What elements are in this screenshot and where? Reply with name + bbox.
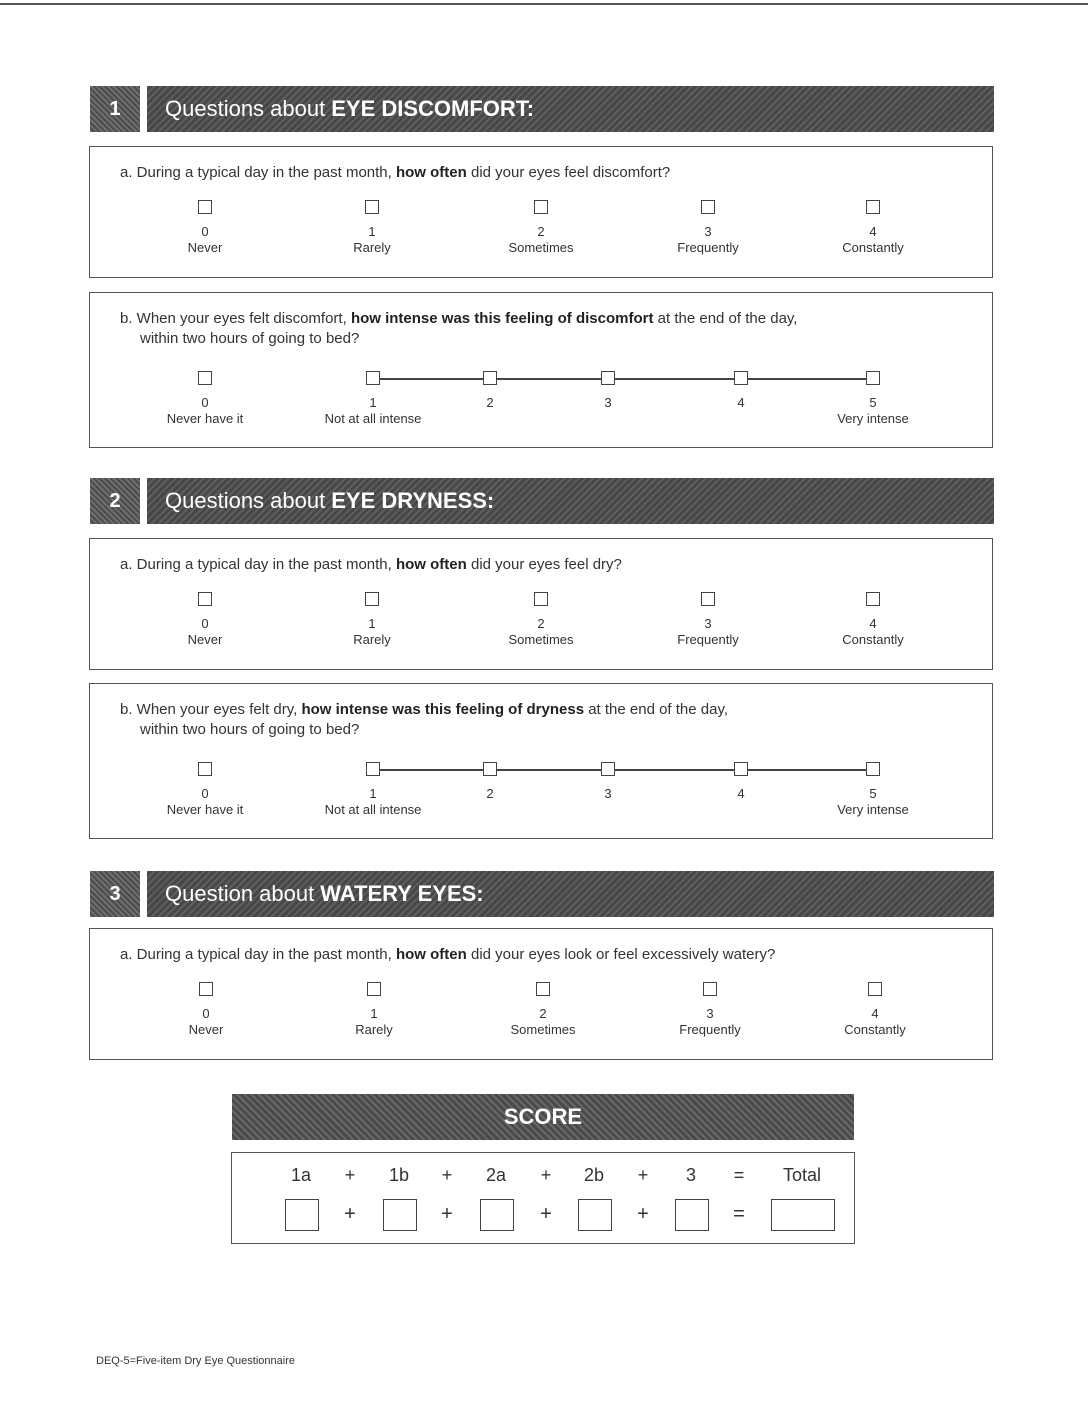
score-label-3: 3 [685, 1165, 696, 1185]
q2a-option-0[interactable]: 0 Never [145, 592, 265, 648]
q2b-option-0[interactable]: 0 Never have it [145, 762, 265, 818]
score-input-total[interactable] [771, 1199, 835, 1231]
q1b-option-0[interactable]: 0 Never have it [145, 371, 265, 427]
checkbox[interactable] [199, 982, 213, 996]
score-input-2b[interactable] [578, 1199, 612, 1231]
question-2b-box [89, 683, 993, 839]
question-3a-text: a. During a typical day in the past month, how often did your eyes look or feel excessively watery? [120, 946, 776, 963]
q2a-option-3[interactable]: 3 Frequently [648, 592, 768, 648]
score-label-2a: 2a [485, 1165, 507, 1185]
score-plus: + [441, 1203, 453, 1225]
section-title [147, 871, 994, 917]
score-plus: + [344, 1203, 356, 1225]
section-number: 2 [90, 478, 140, 524]
section-title-prefix: Questions about [165, 488, 326, 513]
question-2b-text: b. When your eyes felt dry, how intense was this feeling of dryness at the end of the day, within two hours of going to bed? [120, 701, 729, 738]
score-label-1a: 1a [290, 1165, 312, 1185]
section-2-header [90, 478, 994, 524]
question-1a-box [89, 146, 993, 278]
checkbox[interactable] [601, 762, 615, 776]
checkbox[interactable] [366, 371, 380, 385]
checkbox[interactable] [198, 762, 212, 776]
q1a-option-3[interactable]: 3 Frequently [648, 200, 768, 256]
section-title-topic: WATERY EYES: [320, 881, 484, 906]
checkbox[interactable] [734, 371, 748, 385]
section-title [147, 86, 994, 132]
question-2a-text: a. During a typical day in the past month, how often did your eyes feel dry? [120, 556, 622, 573]
checkbox[interactable] [701, 200, 715, 214]
q3a-option-0[interactable]: 0 Never [146, 982, 266, 1038]
q2b-option-5[interactable]: 5 Very intense [813, 762, 933, 818]
section-title-prefix: Question about [165, 881, 315, 906]
score-label-total: Total [782, 1165, 822, 1185]
score-equals: = [733, 1165, 745, 1185]
question-3a-box [89, 928, 993, 1060]
checkbox[interactable] [367, 982, 381, 996]
q2a-option-1[interactable]: 1 Rarely [312, 592, 432, 648]
section-1-header [90, 86, 994, 132]
score-header: SCORE [232, 1094, 854, 1140]
q3a-option-4[interactable]: 4 Constantly [815, 982, 935, 1038]
score-plus: + [540, 1165, 552, 1185]
q1b-option-5[interactable]: 5 Very intense [813, 371, 933, 427]
score-input-2a[interactable] [480, 1199, 514, 1231]
q3a-option-1[interactable]: 1 Rarely [314, 982, 434, 1038]
q2a-option-2[interactable]: 2 Sometimes [481, 592, 601, 648]
checkbox[interactable] [866, 592, 880, 606]
checkbox[interactable] [198, 200, 212, 214]
checkbox[interactable] [483, 762, 497, 776]
q2b-option-3[interactable]: 3 [548, 762, 668, 802]
score-equals: = [733, 1203, 745, 1225]
checkbox[interactable] [866, 762, 880, 776]
section-title-topic: EYE DISCOMFORT: [331, 96, 535, 121]
question-1a-text: a. During a typical day in the past month, how often did your eyes feel discomfort? [120, 164, 671, 181]
checkbox[interactable] [536, 982, 550, 996]
score-plus: + [344, 1165, 356, 1185]
checkbox[interactable] [365, 592, 379, 606]
score-input-1b[interactable] [383, 1199, 417, 1231]
section-number: 3 [90, 871, 140, 917]
score-input-3[interactable] [675, 1199, 709, 1231]
q1b-option-1[interactable]: 1 Not at all intense [313, 371, 433, 427]
q2b-option-4[interactable]: 4 [681, 762, 801, 802]
score-plus: + [441, 1165, 453, 1185]
q1a-option-2[interactable]: 2 Sometimes [481, 200, 601, 256]
section-3-header [90, 871, 994, 917]
score-plus: + [637, 1165, 649, 1185]
checkbox[interactable] [365, 200, 379, 214]
score-label-2b: 2b [583, 1165, 605, 1185]
q1b-option-4[interactable]: 4 [681, 371, 801, 411]
score-plus: + [637, 1203, 649, 1225]
q1a-option-4[interactable]: 4 Constantly [813, 200, 933, 256]
top-rule [0, 3, 1088, 5]
score-label-1b: 1b [388, 1165, 410, 1185]
q3a-option-3[interactable]: 3 Frequently [650, 982, 770, 1038]
score-plus: + [540, 1203, 552, 1225]
section-title-prefix: Questions about [165, 96, 326, 121]
q1a-option-1[interactable]: 1 Rarely [312, 200, 432, 256]
section-title [147, 478, 994, 524]
footer-note: DEQ-5=Five-item Dry Eye Questionnaire [96, 1355, 295, 1367]
checkbox[interactable] [866, 371, 880, 385]
checkbox[interactable] [734, 762, 748, 776]
checkbox[interactable] [703, 982, 717, 996]
q1a-option-0[interactable]: 0 Never [145, 200, 265, 256]
q1b-option-2[interactable]: 2 [430, 371, 550, 411]
score-box [231, 1152, 855, 1244]
checkbox[interactable] [366, 762, 380, 776]
q2b-option-2[interactable]: 2 [430, 762, 550, 802]
checkbox[interactable] [534, 200, 548, 214]
checkbox[interactable] [198, 592, 212, 606]
checkbox[interactable] [534, 592, 548, 606]
section-number: 1 [90, 86, 140, 132]
score-input-1a[interactable] [285, 1199, 319, 1231]
checkbox[interactable] [701, 592, 715, 606]
q3a-option-2[interactable]: 2 Sometimes [483, 982, 603, 1038]
q1b-option-3[interactable]: 3 [548, 371, 668, 411]
checkbox[interactable] [866, 200, 880, 214]
checkbox[interactable] [483, 371, 497, 385]
question-2a-box [89, 538, 993, 670]
q2a-option-4[interactable]: 4 Constantly [813, 592, 933, 648]
checkbox[interactable] [601, 371, 615, 385]
question-1b-text: b. When your eyes felt discomfort, how intense was this feeling of discomfort at the end of the day, within two hours of going to bed? [120, 310, 798, 347]
checkbox[interactable] [868, 982, 882, 996]
checkbox[interactable] [198, 371, 212, 385]
section-title-topic: EYE DRYNESS: [331, 488, 495, 513]
question-1b-box [89, 292, 993, 448]
q2b-option-1[interactable]: 1 Not at all intense [313, 762, 433, 818]
